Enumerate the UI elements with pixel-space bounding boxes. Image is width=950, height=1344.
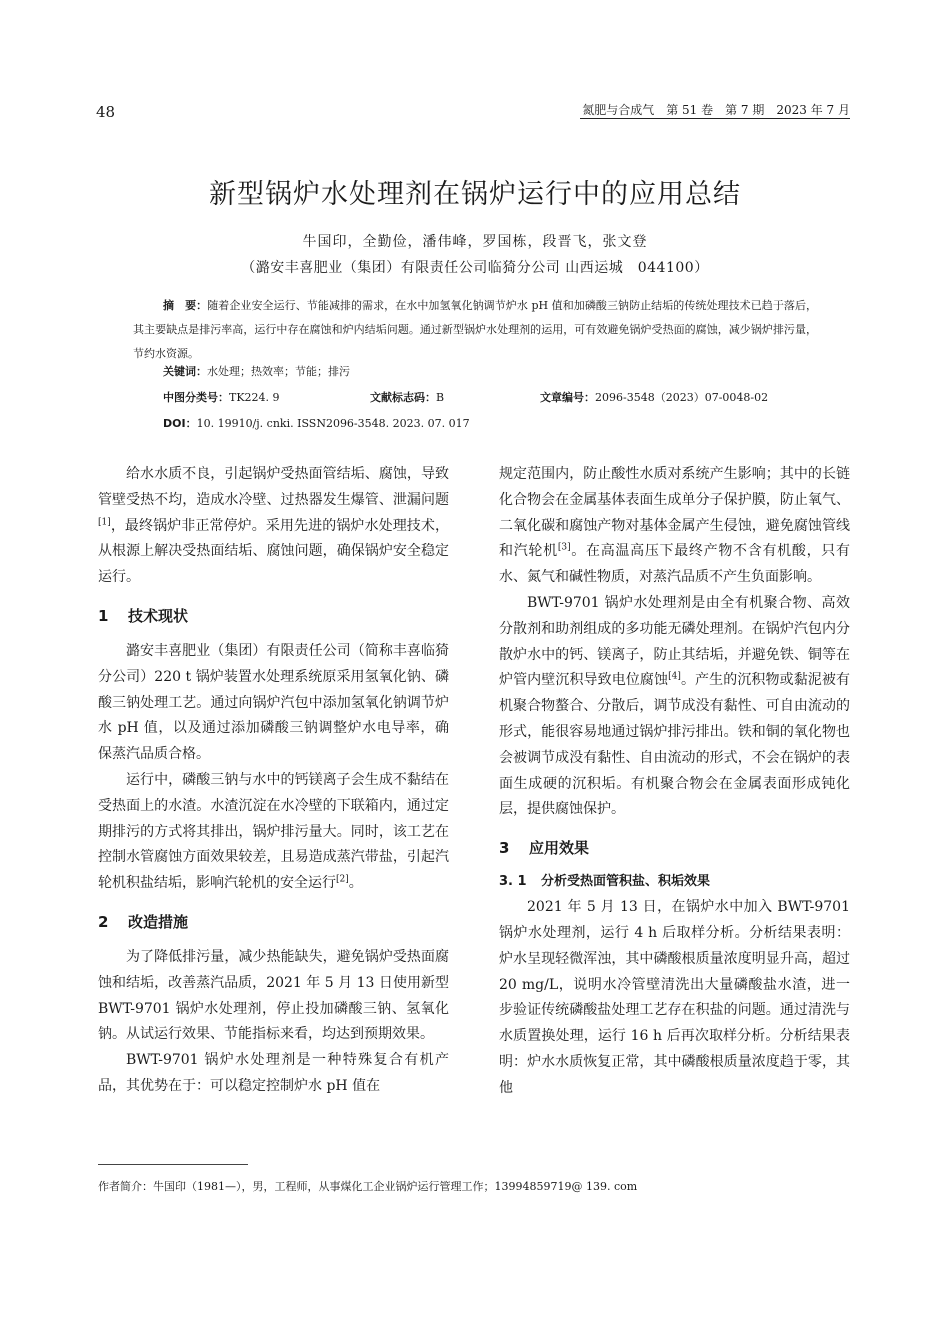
doi-value: 10. 19910/j. cnki. ISSN2096-3548. 2023. 07. 017 (196, 417, 470, 430)
doc-code-line (370, 389, 444, 405)
section-2-paragraph-2: BWT-9701 锅炉水处理剂是一种特殊复合有机产品，其优势在于：可以稳定控制炉水 pH 值在 (98, 1052, 449, 1094)
doc-code-value: B (436, 391, 445, 404)
author-affiliation: （潞安丰喜肥业（集团）有限责任公司临猗分公司 山西运城 044100） (241, 260, 709, 276)
section-2-paragraph-3: BWT-9701 锅炉水处理剂是由全有机聚合物、高效分散剂和助剂组成的多功能无磷处理剂。在锅炉汽包内分散炉水中的钙、镁离子，防止其结垢，并避免铁、铜等在炉管内壁沉积导致电位腐蚀[4]。产生的沉积物或黏泥被有机聚合物螯合、分散后，调节成没有黏性、可自由流动的形式，能很容易地通过锅炉排污排出。铁和铜的氧化物也会被调节成没有黏性、自由流动的形式，不会在锅炉的表面生成硬的沉积垢。有机聚合物会在金属表面形成钝化层，提供腐蚀保护。 (499, 594, 850, 818)
keywords-value: 水处理；热效率；节能；排污 (207, 365, 350, 378)
section-2-paragraph-1: 为了降低排污量，减少热能缺失，避免锅炉受热面腐蚀和结垢，改善蒸汽品质，2021 年 5 月 13 日使用新型 BWT-9701 锅炉水处理剂，停止投加磷酸三钠、氢氧化钠。从试运行效果、节能指标来看，均达到预期效果。 (98, 948, 449, 1043)
section-3-1-heading: 3. 1 分析受热面管积盐、积垢效果 (499, 874, 711, 890)
author-footnote: 作者简介：牛国印（1981—），男，工程师，从事煤化工企业锅炉运行管理工作；13994859719@ 139. com (98, 1180, 638, 1193)
citation-2: [2] (336, 874, 349, 885)
doc-code-label: 文献标志码： (370, 391, 436, 404)
clc-label: 中图分类号： (163, 391, 229, 404)
citation-3: [3] (557, 542, 571, 553)
journal-running-head: 氮肥与合成气 第 51 卷 第 7 期 2023 年 7 月 (582, 103, 850, 117)
section-1-paragraph-1: 潞安丰喜肥业（集团）有限责任公司（简称丰喜临猗分公司）220 t 锅炉装置水处理系统原采用氢氧化钠、磷酸三钠处理工艺。通过向锅炉汽包中添加氢氧化钠调节炉水 pH 值，以及通过添加磷酸三钠调整炉水电导率，确保蒸汽品质合格。 (98, 642, 449, 763)
clc-line (163, 389, 280, 405)
citation-1: [1] (98, 516, 111, 527)
section-1-paragraph-2: 运行中，磷酸三钠与水中的钙镁离子会生成不黏结在受热面上的水渣。水渣沉淀在水冷壁的下联箱内，通过定期排污的方式将其排出，锅炉排污量大。同时，该工艺在控制水管腐蚀方面效果较差，且易造成蒸汽带盐，引起汽轮机积盐结垢，影响汽轮机的安全运行[2]。 (98, 771, 449, 892)
abstract-text: 随着企业安全运行、节能减排的需求，在水中加氢氧化钠调节炉水 pH 值和加磷酸三钠防止结垢的传统处理技术已趋于落后，其主要缺点是排污率高，运行中存在腐蚀和炉内结垢问题。通过新型锅炉水处理剂的运用，可有效避免锅炉受热面的腐蚀，减少锅炉排污量，节约水资源。 (133, 299, 817, 360)
article-number-value: 2096-3548（2023）07-0048-02 (595, 391, 769, 404)
doi-line (163, 415, 470, 431)
clc-value: TK224. 9 (229, 391, 280, 404)
footnote-rule (98, 1164, 248, 1165)
page-number: 48 (96, 103, 116, 121)
section-3-1-paragraph-1: 2021 年 5 月 13 日，在锅炉水中加入 BWT-9701 锅炉水处理剂，运行 4 h 后取样分析。分析结果表明：炉水呈现轻微浑浊，其中磷酸根质量浓度明显升高，超过 20 mg/L，说明水冷管壁清洗出大量磷酸盐水渣，进一步验证传统磷酸盐处理工艺存在积盐的问题。通过清洗与水质置换处理，运行 16 h 后再次取样分析。分析结果表明：炉水水质恢复正常，其中磷酸根质量浓度趋于零，其他 (499, 899, 850, 1096)
section-3-heading: 3 应用效果 (499, 839, 590, 858)
article-number-label: 文章编号： (540, 391, 595, 404)
abstract (133, 294, 817, 366)
article-title: 新型锅炉水处理剂在锅炉运行中的应用总结 (209, 179, 741, 210)
header-rule (580, 118, 850, 119)
keywords-label: 关键词： (163, 365, 207, 378)
section-1-heading: 1 技术现状 (98, 606, 189, 625)
article-number-line (540, 389, 768, 405)
author-list: 牛国印，全勤俭，潘伟峰，罗国栋，段晋飞，张文登 (302, 234, 648, 250)
section-2-paragraph-2-continued: 规定范围内，防止酸性水质对系统产生影响；其中的长链化合物会在金属基体表面生成单分子保护膜，防止氧气、二氧化碳和腐蚀产物对基体金属产生侵蚀，避免腐蚀管线和汽轮机[3]。在高温高压下最终产物不含有机酸，只有水、氮气和碱性物质，对蒸汽品质不产生负面影响。 (499, 466, 851, 586)
doi-label: DOI： (163, 417, 197, 430)
right-column (499, 462, 850, 1102)
keywords-line (163, 363, 350, 379)
abstract-label: 摘 要： (163, 299, 208, 312)
section-2-heading: 2 改造措施 (98, 912, 189, 931)
left-column (98, 462, 449, 1100)
intro-paragraph: 给水水质不良，引起锅炉受热面管结垢、腐蚀，导致管壁受热不均，造成水冷壁、过热器发生爆管、泄漏问题[1]，最终锅炉非正常停炉。采用先进的锅炉水处理技术，从根源上解决受热面结垢、腐蚀问题，确保锅炉安全稳定运行。 (98, 466, 449, 586)
citation-4: [4] (668, 671, 681, 682)
